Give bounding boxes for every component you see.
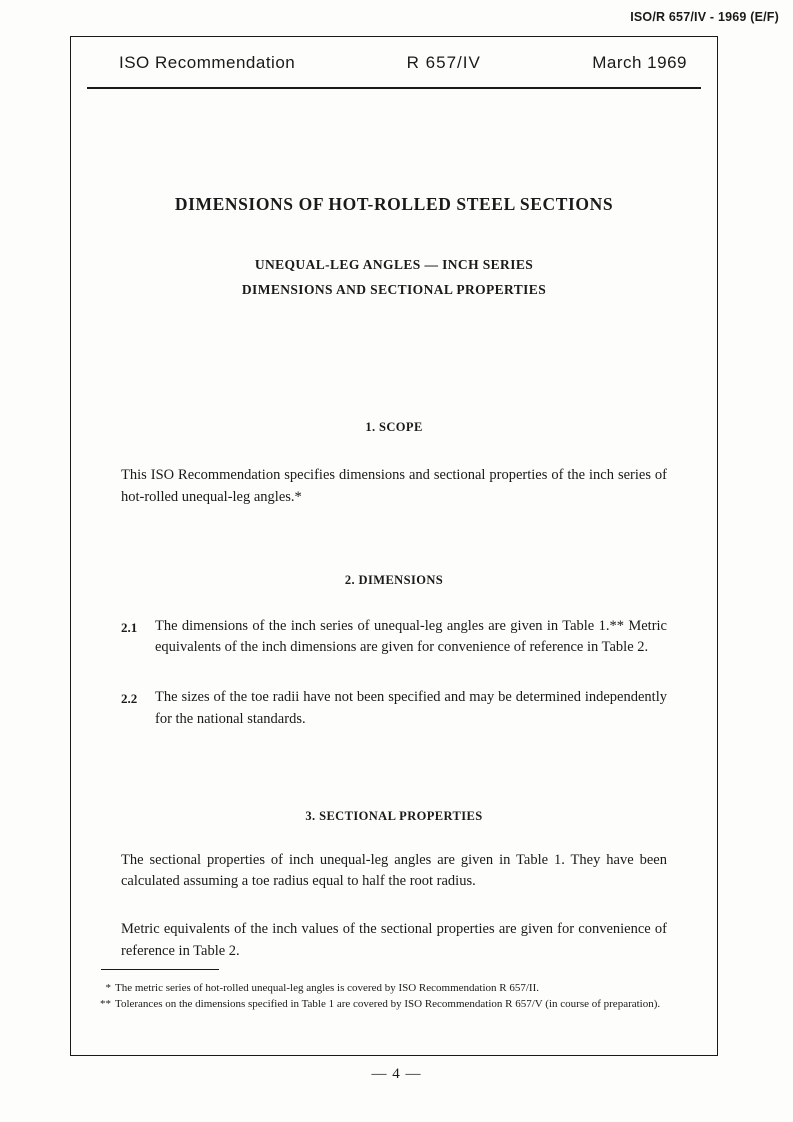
footnote-marker: * — [105, 982, 111, 994]
clause-text: The sizes of the toe radii have not been specified and may be determined independently for the national standards. — [155, 689, 667, 727]
frame-header — [71, 37, 717, 73]
footnote-divider — [101, 969, 219, 970]
page-frame — [70, 36, 718, 1056]
section-heading-scope: 1. SCOPE — [365, 420, 423, 434]
clause-number: 2.1 — [121, 619, 138, 635]
document-subtitle-2: DIMENSIONS AND SECTIONAL PROPERTIES — [241, 282, 547, 297]
header-right: March 1969 — [592, 53, 687, 72]
sectional-paragraph-2: Metric equivalents of the inch values of the sectional properties are given for convenience of reference in Table 2. — [121, 921, 667, 959]
document-title: DIMENSIONS OF HOT-ROLLED STEEL SECTIONS — [174, 194, 614, 214]
sectional-paragraph-1: The sectional properties of inch unequal-leg angles are given in Table 1. They have been calculated assuming a toe radius equal to half the root radius. — [121, 851, 667, 890]
section-heading-dimensions: 2. DIMENSIONS — [344, 572, 444, 587]
document-reference: ISO/R 657/IV - 1969 (E/F) — [630, 10, 779, 24]
header-center: R 657/IV — [406, 53, 481, 72]
footnote-text: The metric series of hot-rolled unequal-leg angles is covered by ISO Recommendation R 657/II. — [115, 982, 539, 994]
clause-2-1 — [121, 616, 667, 660]
scope-paragraph: This ISO Recommendation specifies dimensions and sectional properties of the inch series of hot-rolled unequal-leg angles.* — [121, 467, 667, 505]
document-content — [71, 194, 717, 963]
header-divider — [87, 87, 701, 89]
section-heading-sectional-properties: 3. SECTIONAL PROPERTIES — [305, 808, 483, 823]
clause-2-2 — [121, 687, 667, 731]
clause-text: The dimensions of the inch series of unequal-leg angles are given in Table 1.** Metric equivalents of the inch dimensions are given for convenience of reference in Table 2. — [155, 617, 667, 656]
header-left: ISO Recommendation — [119, 53, 296, 72]
footnote-1 — [93, 981, 693, 997]
footnote-marker: ** — [100, 997, 111, 1010]
footnote-2 — [93, 997, 693, 1013]
page-number: — 4 — — [371, 1066, 422, 1082]
footnotes — [93, 981, 693, 1013]
clause-number: 2.2 — [121, 691, 138, 706]
document-subtitle-1: UNEQUAL-LEG ANGLES — INCH SERIES — [254, 257, 534, 272]
footnote-text: Tolerances on the dimensions specified in Table 1 are covered by ISO Recommendation R 657/V (in course of preparation). — [115, 997, 661, 1010]
